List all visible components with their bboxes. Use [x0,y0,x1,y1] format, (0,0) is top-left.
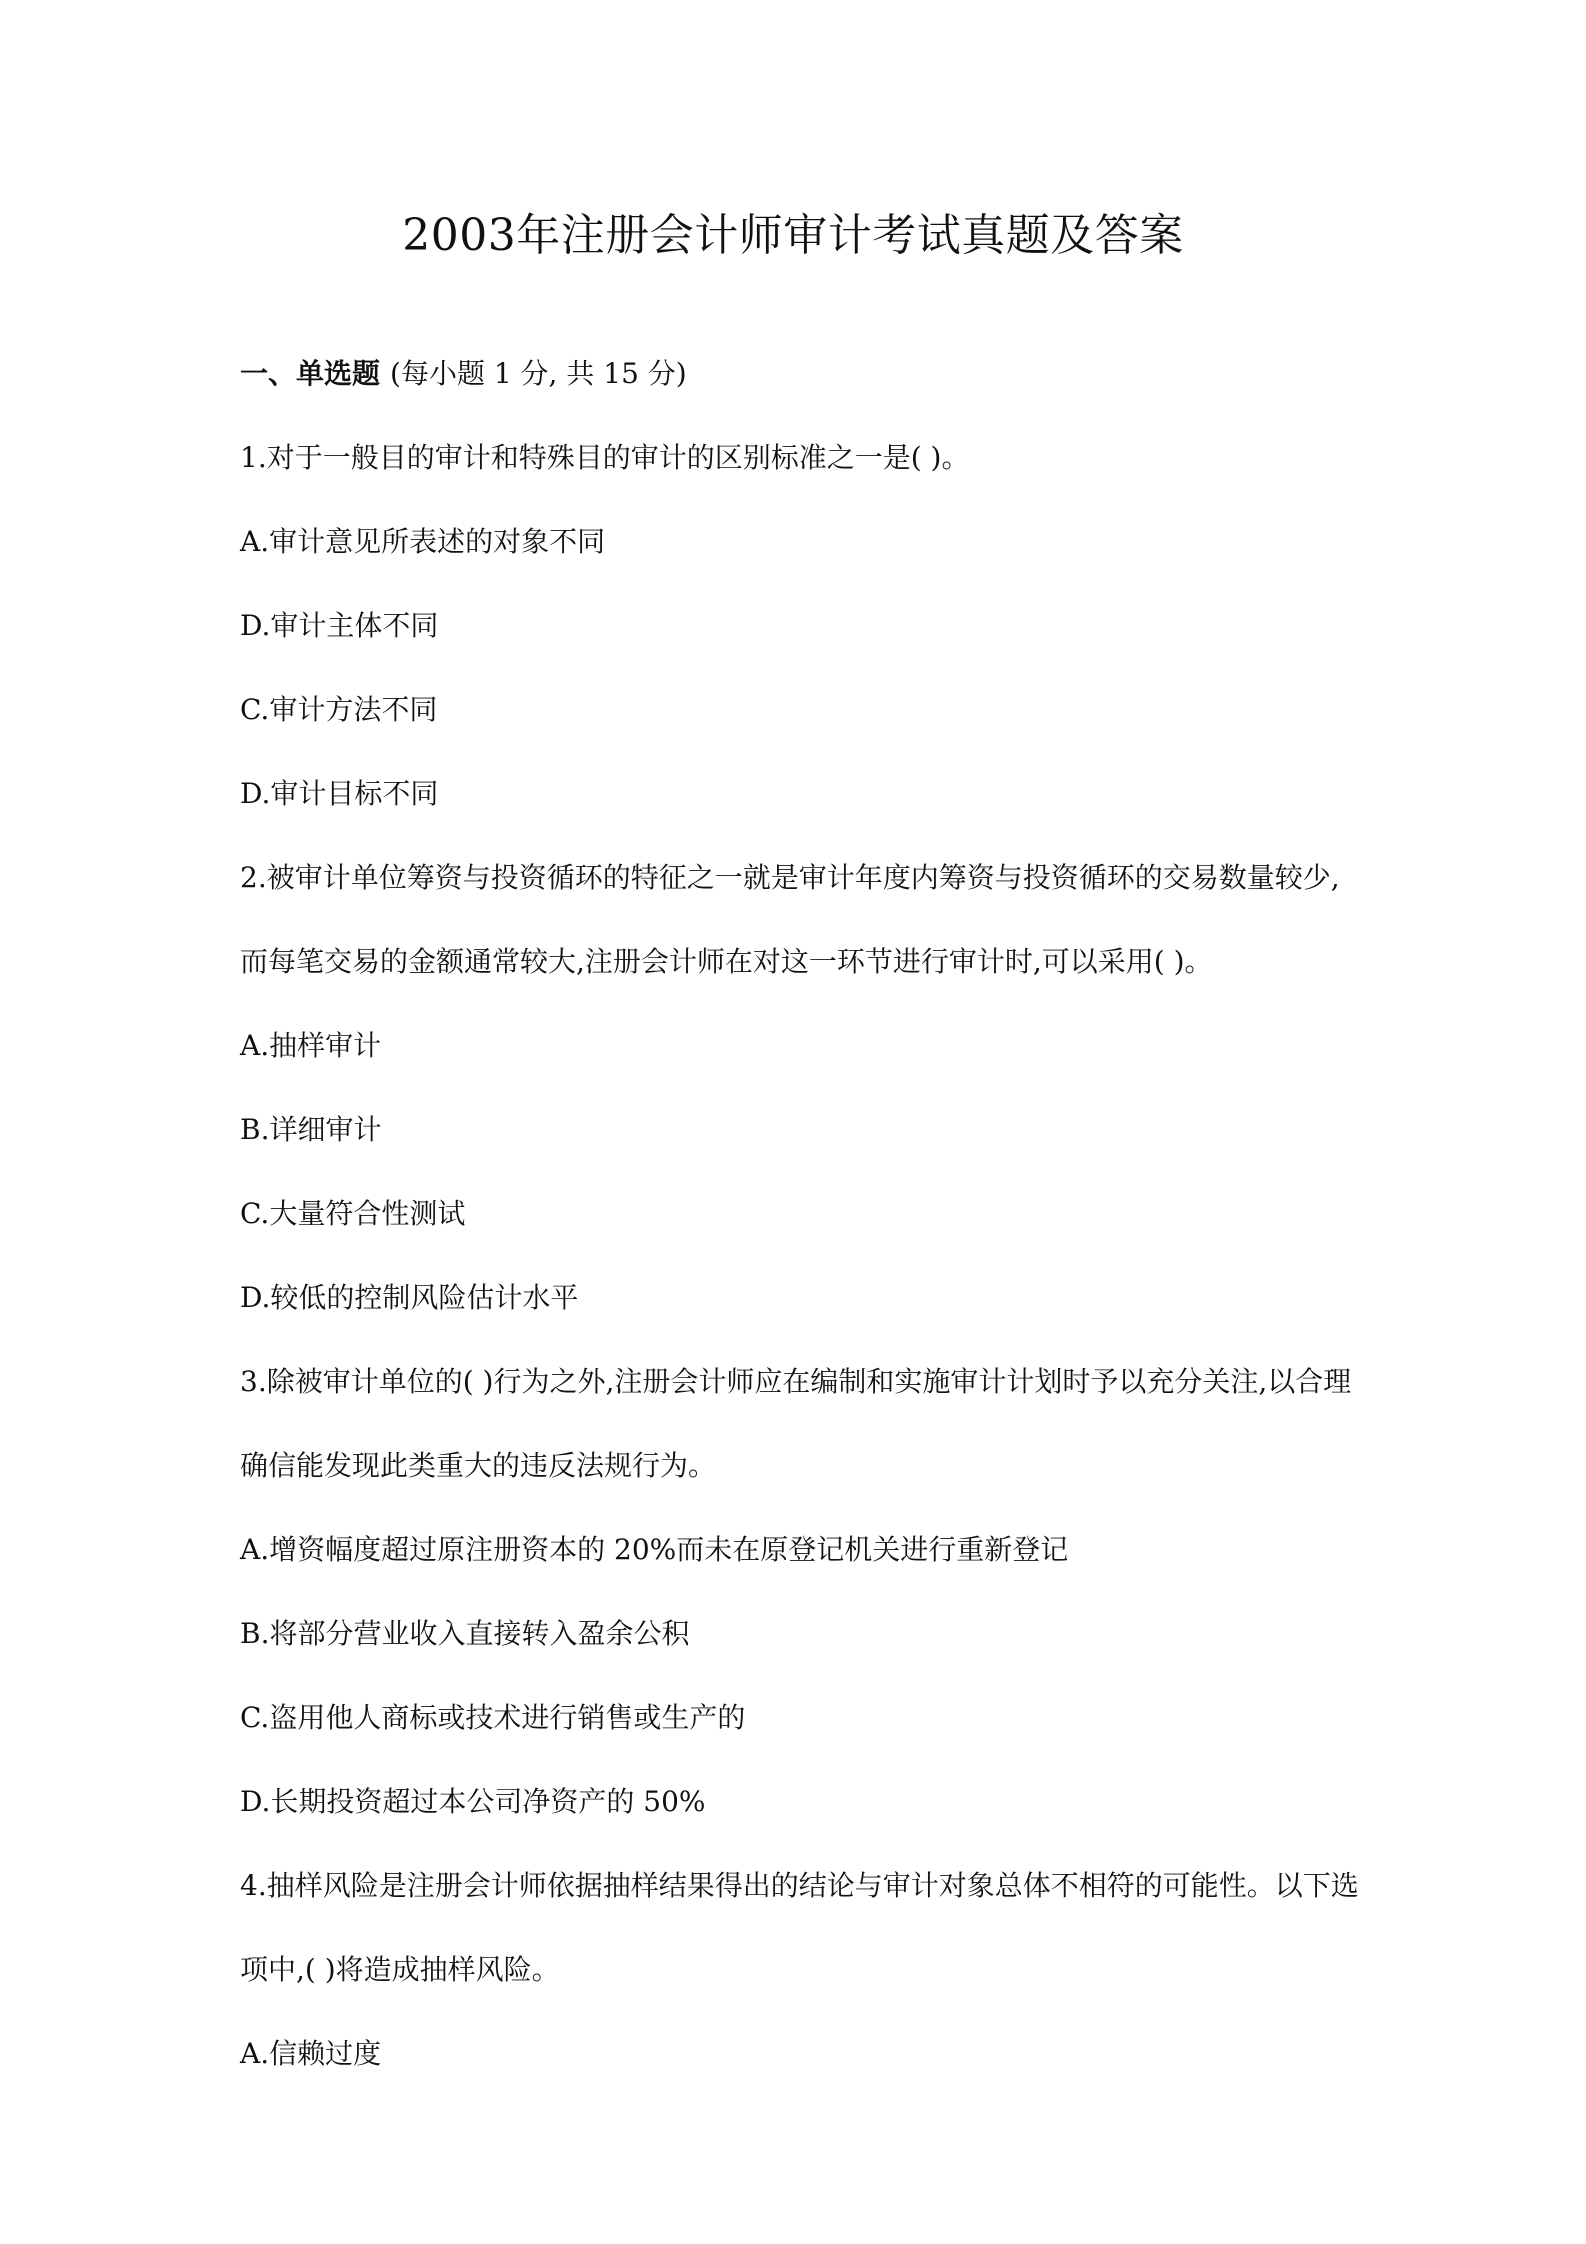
document-title: 2003年注册会计师审计考试真题及答案 [402,210,1184,261]
question-1-option: D.审计主体不同 [240,609,439,642]
question-1-option: C.审计方法不同 [240,693,438,726]
question-3-option: B.将部分营业收入直接转入盈余公积 [240,1617,690,1650]
question-2-stem: 2.被审计单位筹资与投资循环的特征之一就是审计年度内筹资与投资循环的交易数量较少, [240,861,1340,894]
question-3-stem: 3.除被审计单位的( )行为之外,注册会计师应在编制和实施审计计划时予以充分关注,以合理 [240,1365,1352,1398]
question-2-stem-continued: 而每笔交易的金额通常较大,注册会计师在对这一环节进行审计时,可以采用( )。 [240,945,1213,978]
question-2-option: A.抽样审计 [240,1029,382,1062]
section-heading [240,332,1360,416]
question-1-option: A.审计意见所表述的对象不同 [240,525,606,558]
question-4-stem: 4.抽样风险是注册会计师依据抽样结果得出的结论与审计对象总体不相符的可能性。以下选 [240,1869,1359,1902]
question-2-option: C.大量符合性测试 [240,1197,466,1230]
question-1-option: D.审计目标不同 [240,777,439,810]
question-4-option: A.信赖过度 [240,2037,382,2070]
question-1-stem: 1.对于一般目的审计和特殊目的审计的区别标准之一是( )。 [240,441,970,474]
section-heading-label: 一、单选题 [240,357,381,390]
section-heading-note: (每小题 1 分, 共 15 分) [390,357,687,390]
document-body [240,332,1360,2096]
question-3-option: D.长期投资超过本公司净资产的 50% [240,1785,706,1818]
question-3-option: C.盗用他人商标或技术进行销售或生产的 [240,1701,746,1734]
question-4-stem-continued: 项中,( )将造成抽样风险。 [240,1953,560,1986]
question-3-option: A.增资幅度超过原注册资本的 20%而未在原登记机关进行重新登记 [240,1533,1069,1566]
question-3-stem-continued: 确信能发现此类重大的违反法规行为。 [240,1449,717,1482]
question-2-option: D.较低的控制风险估计水平 [240,1281,579,1314]
question-2-option: B.详细审计 [240,1113,382,1146]
